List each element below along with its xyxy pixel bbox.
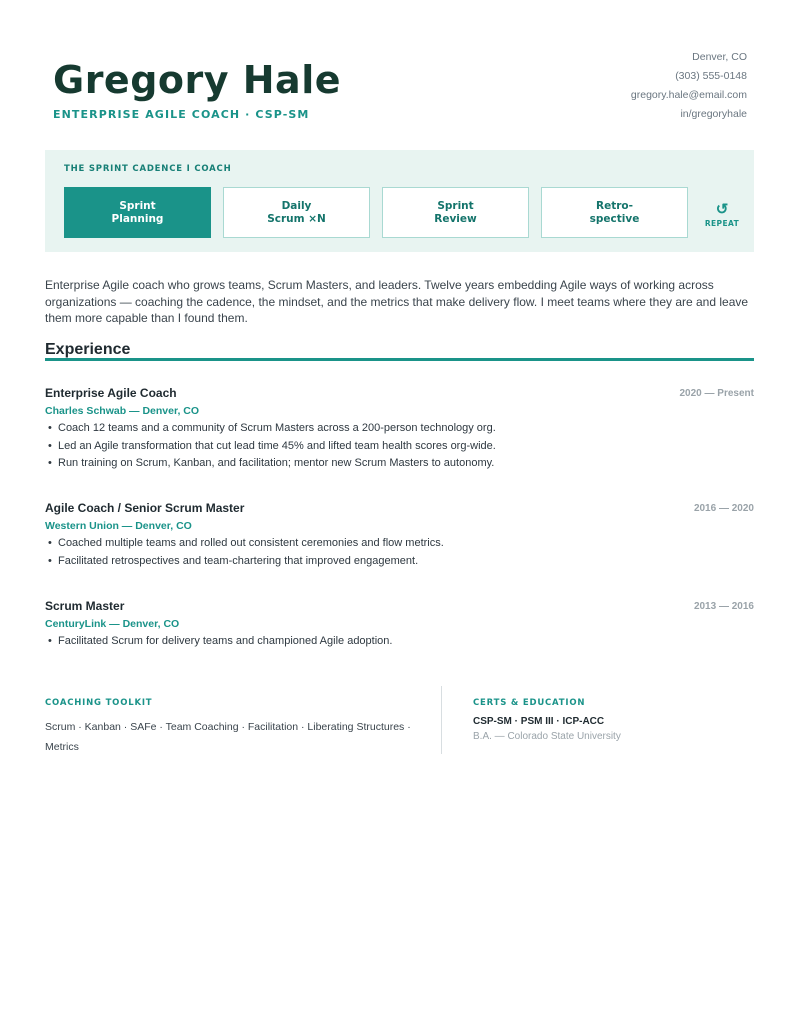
job-title: Enterprise Agile Coach	[45, 386, 177, 400]
job-title: Agile Coach / Senior Scrum Master	[45, 501, 245, 515]
job-entry	[45, 599, 754, 651]
job-company: Charles Schwab — Denver, CO	[45, 405, 200, 417]
job-dates: 2016 — 2020	[693, 503, 754, 514]
contact-block	[631, 48, 747, 124]
job-company: Western Union — Denver, CO	[45, 520, 192, 532]
cadence-step-sprint-review: Sprint Review	[382, 187, 529, 238]
cadence-title: THE SPRINT CADENCE I COACH	[64, 164, 232, 174]
section-divider	[45, 358, 754, 361]
job-bullets	[45, 633, 754, 651]
education-line: B.A. — Colorado State University	[473, 731, 621, 742]
job-bullet: • Coach 12 teams and a community of Scrum Masters across a 200-person technology org.	[45, 420, 754, 438]
job-dates: 2013 — 2016	[693, 601, 754, 612]
job-bullets	[45, 420, 754, 473]
coaching-toolkit	[45, 698, 425, 757]
job-company: CenturyLink — Denver, CO	[45, 618, 180, 630]
candidate-subtitle: ENTERPRISE AGILE COACH · CSP-SM	[53, 108, 310, 121]
toolkit-list: Scrum · Kanban · SAFe · Team Coaching · Facilitation · Liberating Structures · Metrics	[45, 721, 411, 753]
contact-linkedin[interactable]: in/gregoryhale	[680, 108, 747, 120]
certs-education	[473, 698, 753, 742]
certs-heading: CERTS & EDUCATION	[473, 698, 586, 708]
cadence-step-sprint-planning: Sprint Planning	[64, 187, 211, 238]
job-bullet: • Facilitated Scrum for delivery teams and championed Agile adoption.	[45, 633, 754, 651]
job-title: Scrum Master	[45, 599, 125, 613]
refresh-icon: ↺	[715, 201, 729, 218]
column-divider	[441, 686, 442, 754]
contact-email[interactable]: gregory.hale@email.com	[630, 89, 747, 101]
experience-heading: Experience	[45, 341, 131, 358]
repeat-label: REPEAT	[704, 219, 740, 228]
job-bullet: • Run training on Scrum, Kanban, and facilitation; mentor new Scrum Masters to autonomy.	[45, 455, 754, 473]
job-dates: 2020 — Present	[679, 388, 754, 399]
sprint-cadence-panel	[45, 150, 754, 252]
candidate-name: Gregory Hale	[53, 58, 341, 102]
job-bullet: • Facilitated retrospectives and team-chartering that improved engagement.	[45, 553, 754, 571]
job-entry	[45, 501, 754, 570]
cadence-step-retrospective: Retro- spective	[541, 187, 688, 238]
job-entry	[45, 386, 754, 473]
job-bullet: • Coached multiple teams and rolled out consistent ceremonies and flow metrics.	[45, 535, 754, 553]
job-bullet: • Led an Agile transformation that cut lead time 45% and lifted team health scores org-wide.	[45, 438, 754, 456]
job-bullets	[45, 535, 754, 570]
contact-phone: (303) 555-0148	[675, 70, 747, 82]
profile-summary: Enterprise Agile coach who grows teams, Scrum Masters, and leaders. Twelve years embedding Agile ways of working across organizations — coaching the cadence, the mindset, and the metrics that make delivery flow. I meet teams where they are and leave them more capable than I found them.	[45, 278, 749, 325]
cadence-repeat	[701, 202, 743, 228]
contact-location: Denver, CO	[692, 51, 747, 63]
cadence-step-daily-scrum: Daily Scrum ×N	[223, 187, 370, 238]
certs-list: CSP-SM · PSM III · ICP-ACC	[473, 716, 605, 727]
toolkit-heading: COACHING TOOLKIT	[45, 698, 153, 708]
resume-header	[0, 0, 800, 140]
